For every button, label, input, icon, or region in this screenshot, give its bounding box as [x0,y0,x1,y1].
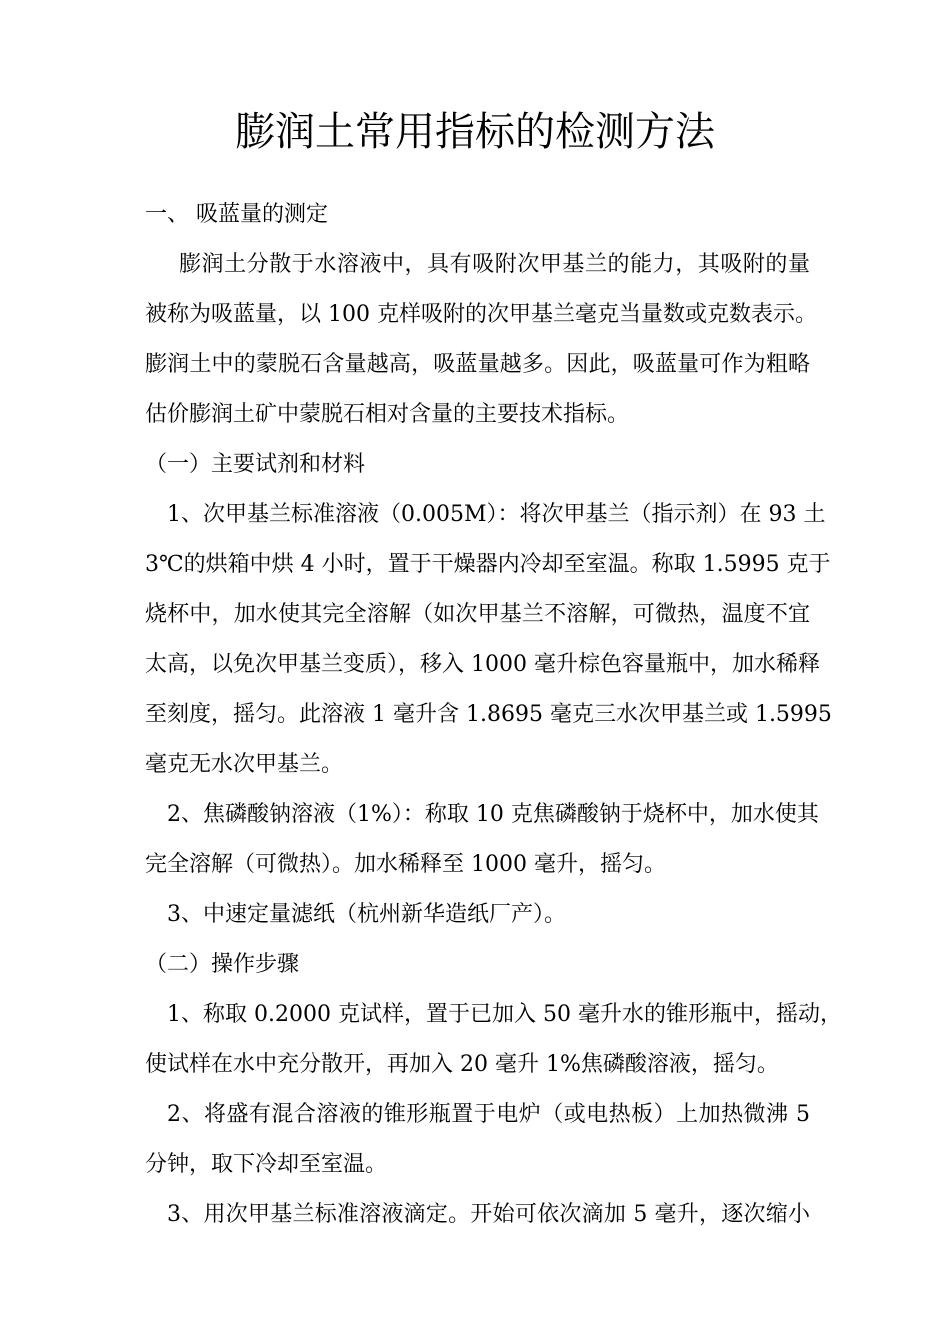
text-line: 3、用次甲基兰标准溶液滴定。开始可依次滴加 5 毫升，逐次缩小 [167,1202,810,1227]
document-title: 膨润土常用指标的检测方法 [235,109,715,155]
text-line: 估价膨润土矿中蒙脱石相对含量的主要技术指标。 [145,402,630,427]
document-body [145,190,842,1240]
text-line: 2、将盛有混合溶液的锥形瓶置于电炉（或电热板）上加热微沸 5 [167,1102,810,1127]
text-line: 完全溶解（可微热）。加水稀释至 1000 毫升，摇匀。 [145,852,666,877]
text-line: 2、焦磷酸钠溶液（1%）：称取 10 克焦磷酸钠于烧杯中，加水使其 [167,802,819,827]
text-line: 分钟，取下冷却至室温。 [145,1152,388,1177]
text-line: 至刻度，摇匀。此溶液 1 毫升含 1.8695 毫克三水次甲基兰或 1.5995 [145,702,832,727]
text-line: 1、次甲基兰标准溶液（0.005M）：将次甲基兰（指示剂）在 93 土 [167,502,826,527]
text-line: 烧杯中，加水使其完全溶解（如次甲基兰不溶解，可微热，温度不宜 [145,602,810,627]
section-heading: 一、 吸蓝量的测定 [145,202,328,227]
text-line: 1、称取 0.2000 克试样，置于已加入 50 毫升水的锥形瓶中，摇动， [167,1002,842,1027]
text-line: 3、中速定量滤纸（杭州新华造纸厂产）。 [167,902,566,927]
text-line: 使试样在水中充分散开，再加入 20 毫升 1%焦磷酸溶液，摇匀。 [145,1052,779,1077]
text-line: 膨润土分散于水溶液中，具有吸附次甲基兰的能力，其吸附的量 [179,252,810,277]
subsection-heading: （二）操作步骤 [145,952,300,977]
subsection-heading: （一）主要试剂和材料 [145,452,366,477]
text-line: 被称为吸蓝量，以 100 克样吸附的次甲基兰毫克当量数或克数表示。 [145,302,817,327]
text-line: 毫克无水次甲基兰。 [145,752,344,777]
text-line: 膨润土中的蒙脱石含量越高，吸蓝量越多。因此，吸蓝量可作为粗略 [145,352,810,377]
text-line: 太高，以免次甲基兰变质），移入 1000 毫升棕色容量瓶中，加水稀释 [145,652,820,677]
text-line: 3℃的烘箱中烘 4 小时，置于干燥器内冷却至室温。称取 1.5995 克于 [145,552,831,577]
